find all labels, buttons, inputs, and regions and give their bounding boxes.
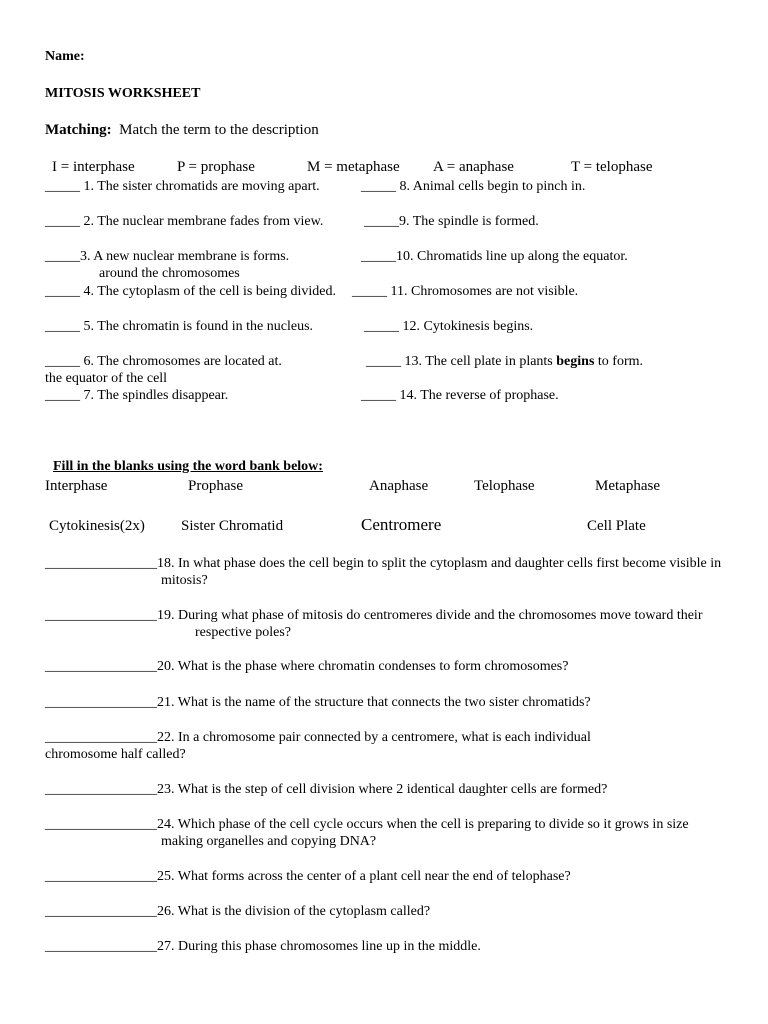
answer-blank[interactable]: ________________ — [45, 695, 157, 710]
question-text: 24. Which phase of the cell cycle occurs when the cell is preparing to divide so it grows in size — [157, 817, 689, 832]
name-label: Name: — [45, 49, 85, 64]
word-bank-heading: Fill in the blanks using the word bank below: — [53, 459, 323, 474]
matching-item-14: _____ 14. The reverse of prophase. — [361, 388, 559, 403]
question-text: 22. In a chromosome pair connected by a centromere, what is each individual — [157, 730, 591, 745]
word-sister-chromatid: Sister Chromatid — [181, 518, 284, 534]
question-23 — [45, 781, 607, 798]
question-24 — [45, 816, 689, 833]
question-19 — [45, 607, 703, 624]
matching-item-13-post: to form. — [594, 354, 643, 369]
question-27 — [45, 938, 481, 955]
question-26 — [45, 903, 430, 920]
question-19-cont: respective poles? — [195, 625, 292, 640]
word-anaphase: Anaphase — [369, 478, 429, 494]
answer-blank[interactable]: ________________ — [45, 608, 157, 623]
matching-item-13-bold: begins — [556, 354, 595, 369]
matching-item-2: _____ 2. The nuclear membrane fades from view. — [45, 214, 324, 229]
legend-metaphase: M = metaphase — [307, 159, 400, 175]
question-text: 20. What is the phase where chromatin condenses to form chromosomes? — [157, 659, 569, 674]
matching-item-3: _____3. A new nuclear membrane is forms. — [45, 249, 290, 264]
question-22-cont: chromosome half called? — [45, 747, 186, 762]
question-20 — [45, 658, 568, 675]
word-prophase: Prophase — [188, 478, 243, 494]
answer-blank[interactable]: ________________ — [45, 817, 157, 832]
worksheet-title: MITOSIS WORKSHEET — [45, 86, 201, 101]
question-text: 25. What forms across the center of a plant cell near the end of telophase? — [157, 869, 571, 884]
matching-item-13 — [366, 353, 643, 370]
matching-item-10: _____10. Chromatids line up along the equator. — [361, 249, 628, 264]
matching-item-8: _____ 8. Animal cells begin to pinch in. — [361, 179, 586, 194]
word-cell-plate: Cell Plate — [587, 518, 646, 534]
answer-blank[interactable]: ________________ — [45, 556, 157, 571]
answer-blank[interactable]: ________________ — [45, 730, 157, 745]
legend-interphase: I = interphase — [52, 159, 135, 175]
question-25 — [45, 868, 571, 885]
answer-blank[interactable]: ________________ — [45, 782, 157, 797]
question-text: 19. During what phase of mitosis do centromeres divide and the chromosomes move toward their — [157, 608, 703, 623]
matching-item-6: _____ 6. The chromosomes are located at. — [45, 354, 282, 369]
matching-item-13-pre: _____ 13. The cell plate in plants — [366, 354, 557, 369]
legend-anaphase: A = anaphase — [433, 159, 514, 175]
question-text: 21. What is the name of the structure that connects the two sister chromatids? — [157, 695, 591, 710]
matching-item-6-cont: the equator of the cell — [45, 371, 168, 386]
question-text: 23. What is the step of cell division where 2 identical daughter cells are formed? — [157, 782, 608, 797]
answer-blank[interactable]: ________________ — [45, 869, 157, 884]
question-18-cont: mitosis? — [161, 573, 208, 588]
answer-blank[interactable]: ________________ — [45, 939, 157, 954]
word-telophase: Telophase — [474, 478, 535, 494]
question-24-cont: making organelles and copying DNA? — [161, 834, 377, 849]
matching-item-9: _____9. The spindle is formed. — [364, 214, 539, 229]
word-cytokinesis: Cytokinesis(2x) — [49, 518, 145, 534]
matching-item-3-cont: around the chromosomes — [99, 266, 240, 281]
question-21 — [45, 694, 591, 711]
word-metaphase: Metaphase — [595, 478, 660, 494]
matching-item-5: _____ 5. The chromatin is found in the nucleus. — [45, 319, 314, 334]
matching-item-12: _____ 12. Cytokinesis begins. — [364, 319, 534, 334]
word-interphase: Interphase — [45, 478, 108, 494]
legend-prophase: P = prophase — [177, 159, 255, 175]
question-18 — [45, 555, 721, 572]
question-22 — [45, 729, 591, 746]
answer-blank[interactable]: ________________ — [45, 659, 157, 674]
question-text: 26. What is the division of the cytoplasm called? — [157, 904, 431, 919]
question-text: 27. During this phase chromosomes line up in the middle. — [157, 939, 481, 954]
matching-item-1: _____ 1. The sister chromatids are moving apart. — [45, 179, 320, 194]
answer-blank[interactable]: ________________ — [45, 904, 157, 919]
legend-telophase: T = telophase — [571, 159, 653, 175]
word-centromere: Centromere — [361, 515, 442, 534]
question-text: 18. In what phase does the cell begin to split the cytoplasm and daughter cells first become visible in — [157, 556, 722, 571]
matching-instruction: Match the term to the description — [119, 122, 319, 138]
matching-item-4: _____ 4. The cytoplasm of the cell is being divided. — [45, 284, 336, 299]
matching-label: Matching: — [45, 122, 112, 138]
matching-item-11: _____ 11. Chromosomes are not visible. — [352, 284, 579, 299]
matching-item-7: _____ 7. The spindles disappear. — [45, 388, 229, 403]
matching-heading — [45, 122, 319, 139]
